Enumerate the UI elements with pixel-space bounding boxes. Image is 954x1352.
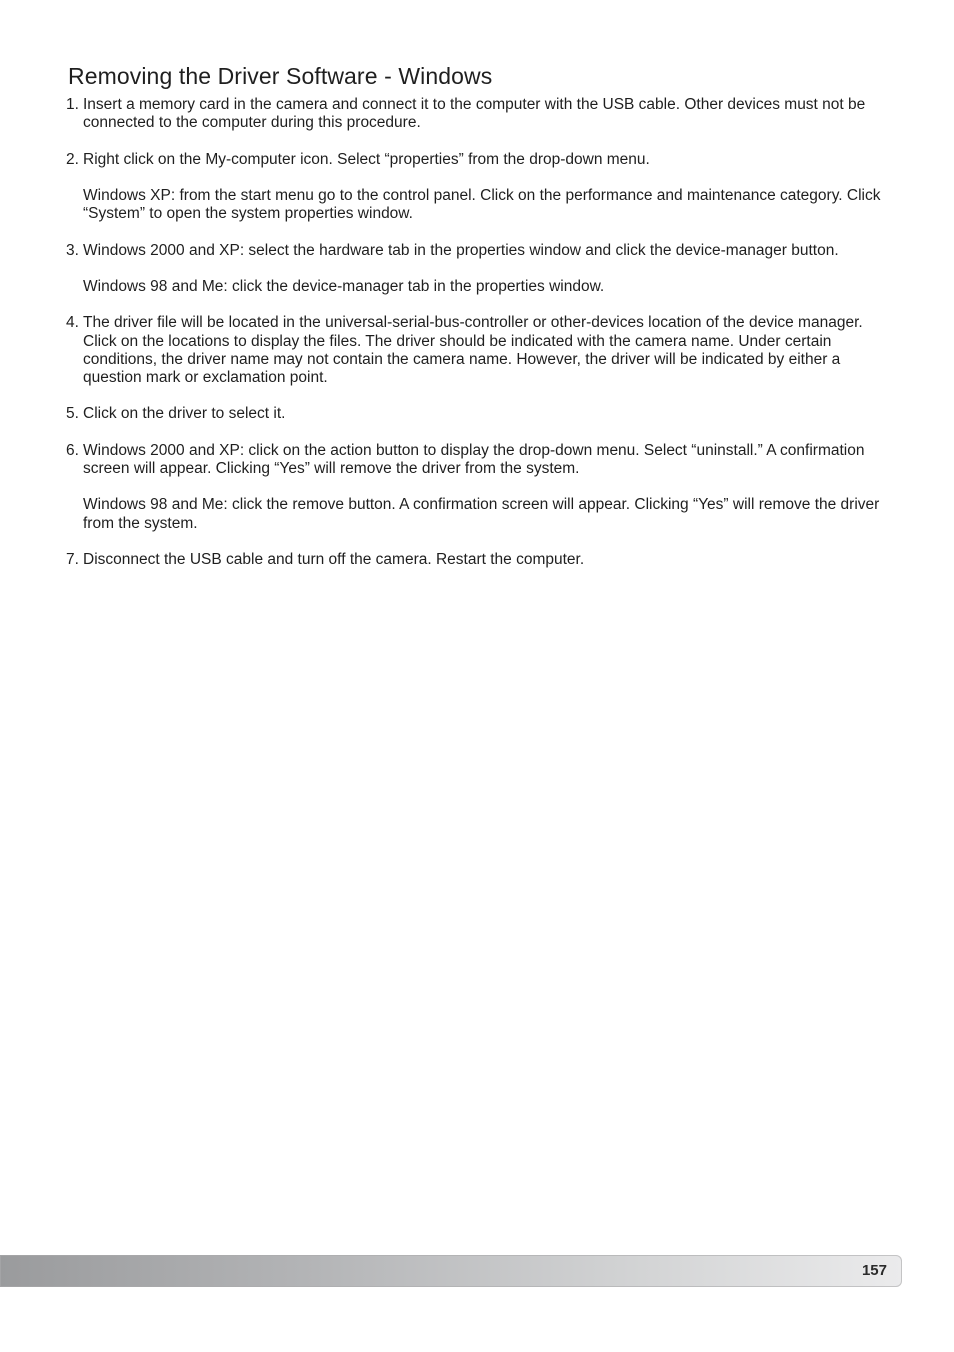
step-1 bbox=[66, 96, 888, 132]
step-number: 3. bbox=[66, 241, 79, 259]
step-number: 5. bbox=[66, 405, 79, 423]
step-paragraph: Windows 98 and Me: click the remove button. A confirmation screen will appear. Clicking “Yes” will remove the driver from the system. bbox=[83, 496, 880, 532]
step-paragraph: Disconnect the USB cable and turn off the camera. Restart the computer. bbox=[83, 550, 585, 568]
step-paragraph: Windows 2000 and XP: click on the action button to display the drop-down menu. Select “uninstall.” A confirmation screen will appear. Clicking “Yes” will remove the driver from the system. bbox=[83, 441, 865, 477]
step-6 bbox=[66, 442, 888, 533]
step-paragraph: The driver file will be located in the universal-serial-bus-controller or other-devices location of the device manager. Click on the locations to display the files. The driver should be indicated with the camera name. Under certain conditions, the driver name may not contain the camera name. However, the driver will be indicated by either a question mark or exclamation point. bbox=[83, 314, 863, 386]
step-number: 1. bbox=[66, 96, 79, 113]
footer-bar bbox=[0, 1255, 902, 1287]
step-3 bbox=[66, 242, 888, 297]
step-paragraph: Right click on the My-computer icon. Select “properties” from the drop-down menu. bbox=[83, 150, 650, 168]
step-number: 2. bbox=[66, 150, 79, 168]
step-paragraph: Insert a memory card in the camera and connect it to the computer with the USB cable. Other devices must not be connected to the computer during this procedure. bbox=[83, 96, 866, 132]
steps-list bbox=[66, 96, 888, 587]
step-number: 6. bbox=[66, 441, 79, 459]
step-number: 4. bbox=[66, 314, 79, 332]
step-7 bbox=[66, 551, 888, 569]
step-5 bbox=[66, 405, 888, 423]
step-paragraph: Click on the driver to select it. bbox=[83, 405, 286, 423]
page-title: Removing the Driver Software - Windows bbox=[68, 63, 493, 89]
step-4 bbox=[66, 314, 888, 387]
step-paragraph: Windows XP: from the start menu go to the control panel. Click on the performance and maintenance category. Click “System” to open the system properties window. bbox=[83, 186, 881, 223]
step-paragraph: Windows 98 and Me: click the device-manager tab in the properties window. bbox=[83, 277, 605, 295]
step-paragraph: Windows 2000 and XP: select the hardware tab in the properties window and click the device-manager button. bbox=[83, 241, 839, 259]
step-number: 7. bbox=[66, 550, 79, 568]
page-number: 157 bbox=[861, 1262, 887, 1279]
step-2 bbox=[66, 151, 888, 224]
